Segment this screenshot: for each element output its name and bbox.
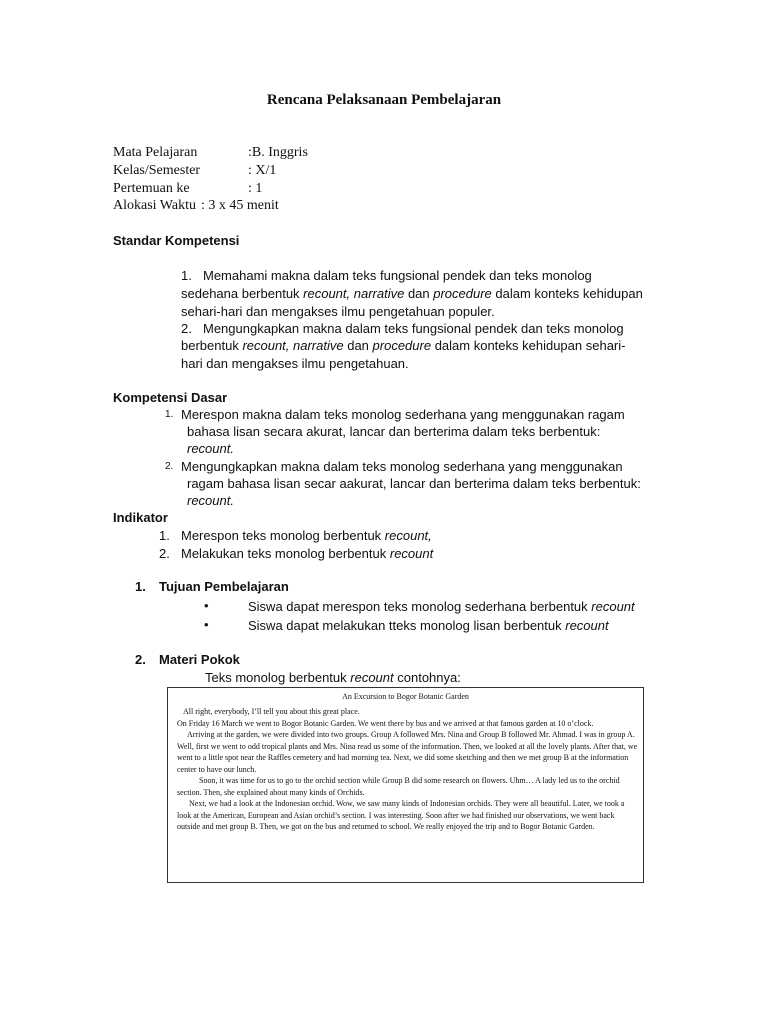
material-number: 2. <box>135 652 146 667</box>
meta-label-meeting: Pertemuan ke <box>113 181 190 196</box>
standard-item-2-line-2-a: berbentuk <box>181 338 243 353</box>
basic-item-1-number: 1. <box>165 409 174 420</box>
standard-competence-heading: Standar Kompetensi <box>113 233 240 248</box>
objectives-item-1-em: recount <box>591 599 635 614</box>
standard-item-2-line-2-d: procedure <box>372 338 432 353</box>
basic-item-2-line-3 <box>187 492 234 510</box>
basic-competence-heading: Kompetensi Dasar <box>113 390 228 405</box>
document-title: Rencana Pelaksanaan Pembelajaran <box>266 92 502 108</box>
recount-title: An Excursion to Bogor Botanic Garden <box>342 692 469 701</box>
standard-item-2-line-2-e: dalam konteks kehidupan sehari- <box>431 338 626 353</box>
objectives-number: 1. <box>135 579 146 594</box>
objectives-bullet-1: • <box>204 598 209 613</box>
story-paragraph-5: Next, we had a look at the Indonesian orchid. Wow, we saw many kinds of Indonesian orchids. They were all beautiful. Later, we took a look at the American, European and Asian orchid’s section. I was interesting. Soon after we had finished our observations, we went back outside and met group B. Then, we got on the bus and returned to school. We really enjoyed the trip and to Bogor Botanic Garden. <box>177 799 625 831</box>
objectives-item-2-text: Siswa dapat melakukan tteks monolog lisan berbentuk <box>248 618 566 633</box>
standard-item-2-line-3: hari dan mengakses ilmu pengetahuan. <box>181 356 409 371</box>
standard-item-2-line-2 <box>181 337 625 355</box>
indicator-item-2-number: 2. <box>159 546 170 561</box>
basic-item-2-number: 2. <box>165 461 174 472</box>
recount-story <box>177 706 639 833</box>
basic-item-2-line-1: Mengungkapkan makna dalam teks monolog sederhana yang menggunakan <box>181 459 623 474</box>
standard-item-1-line-2-b: recount, narrative <box>303 286 405 301</box>
story-paragraph-3: Arriving at the garden, we were divided into two groups. Group A followed Mrs. Nina and Group B followed Mr. Ahmad. I was in group A. Well, first we went to odd tropical plants and Mrs. Nina read us some of the information. Then, we looked at all the lovely plants. After that, we went to a little spot near the Raffles cemetery and had morning tea. Next, we did some sketching and then we met group B at the information center to have our lunch. <box>177 730 638 774</box>
material-intro <box>205 669 461 687</box>
standard-item-1-line-2-e: dalam konteks kehidupan <box>491 286 643 301</box>
indicator-item-2-text: Melakukan teks monolog berbentuk <box>181 546 390 561</box>
material-intro-c: contohnya: <box>393 670 461 685</box>
basic-item-2-line-2: ragam bahasa lisan secar aakurat, lancar dan berterima dalam teks berbentuk: <box>187 476 641 491</box>
meta-label-class: Kelas/Semester <box>113 163 201 178</box>
standard-item-1-line-2-a: sedehana berbentuk <box>181 286 304 301</box>
standard-item-2-line-1: Mengungkapkan makna dalam teks fungsional pendek dan teks monolog <box>203 321 624 336</box>
material-heading: Materi Pokok <box>159 652 240 667</box>
recount-text-box <box>167 687 644 883</box>
basic-item-1-line-3-text: recount. <box>187 441 234 456</box>
meta-value-subject: :B. Inggris <box>248 145 308 160</box>
objectives-item-2-em: recount <box>565 618 609 633</box>
material-intro-b: recount <box>350 670 394 685</box>
objectives-item-1-text: Siswa dapat merespon teks monolog sederhana berbentuk <box>248 599 592 614</box>
meta-value-class: : X/1 <box>248 163 277 178</box>
standard-item-1-line-2 <box>181 285 643 303</box>
standard-item-2-line-2-c: dan <box>343 338 373 353</box>
meta-value-meeting: : 1 <box>248 181 263 196</box>
objectives-heading: Tujuan Pembelajaran <box>159 579 289 594</box>
objectives-item-2 <box>248 617 609 635</box>
meta-label-time: Alokasi Waktu <box>113 198 196 213</box>
standard-item-2-line-2-b: recount, narrative <box>242 338 344 353</box>
standard-item-1-line-2-c: dan <box>404 286 434 301</box>
standard-item-1-line-3: sehari-hari dan mengakses ilmu pengetahuan populer. <box>181 304 495 319</box>
standard-item-1-number: 1. <box>181 268 192 283</box>
standard-item-1-line-1: Memahami makna dalam teks fungsional pendek dan teks monolog <box>203 268 592 283</box>
objectives-item-1 <box>248 598 635 616</box>
basic-item-1-line-1: Merespon makna dalam teks monolog sederhana yang menggunakan ragam <box>181 407 625 422</box>
standard-item-2-number: 2. <box>181 321 192 336</box>
basic-item-2-line-3-text: recount. <box>187 493 234 508</box>
indicator-item-1-number: 1. <box>159 528 170 543</box>
story-paragraph-2: On Friday 16 March we went to Bogor Botanic Garden. We went there by bus and we arrived at that famous garden at 10 o’clock. <box>177 718 594 728</box>
meta-value-time: : 3 x 45 menit <box>201 198 279 213</box>
indicator-item-1 <box>181 527 432 545</box>
indicator-item-1-em: recount, <box>384 528 432 543</box>
standard-item-1-line-2-d: procedure <box>433 286 492 301</box>
basic-item-1-line-3 <box>187 440 234 458</box>
story-paragraph-1: All right, everybody, I’ll tell you about this great place. <box>177 707 360 716</box>
indicator-item-2-em: recount <box>389 546 434 561</box>
indicator-heading: Indikator <box>113 510 168 525</box>
indicator-item-2 <box>181 545 433 563</box>
story-paragraph-4: Soon, it was time for us to go to the orchid section while Group B did some research on flowers. Uhm… A lady led us to the orchid section. Then, she explained about many kinds of Orchids. <box>177 776 620 797</box>
meta-label-subject: Mata Pelajaran <box>113 145 198 160</box>
objectives-bullet-2: • <box>204 617 209 632</box>
material-intro-a: Teks monolog berbentuk <box>205 670 351 685</box>
basic-item-1-line-2: bahasa lisan secara akurat, lancar dan berterima dalam teks berbentuk: <box>187 424 601 439</box>
indicator-item-1-text: Merespon teks monolog berbentuk <box>181 528 385 543</box>
